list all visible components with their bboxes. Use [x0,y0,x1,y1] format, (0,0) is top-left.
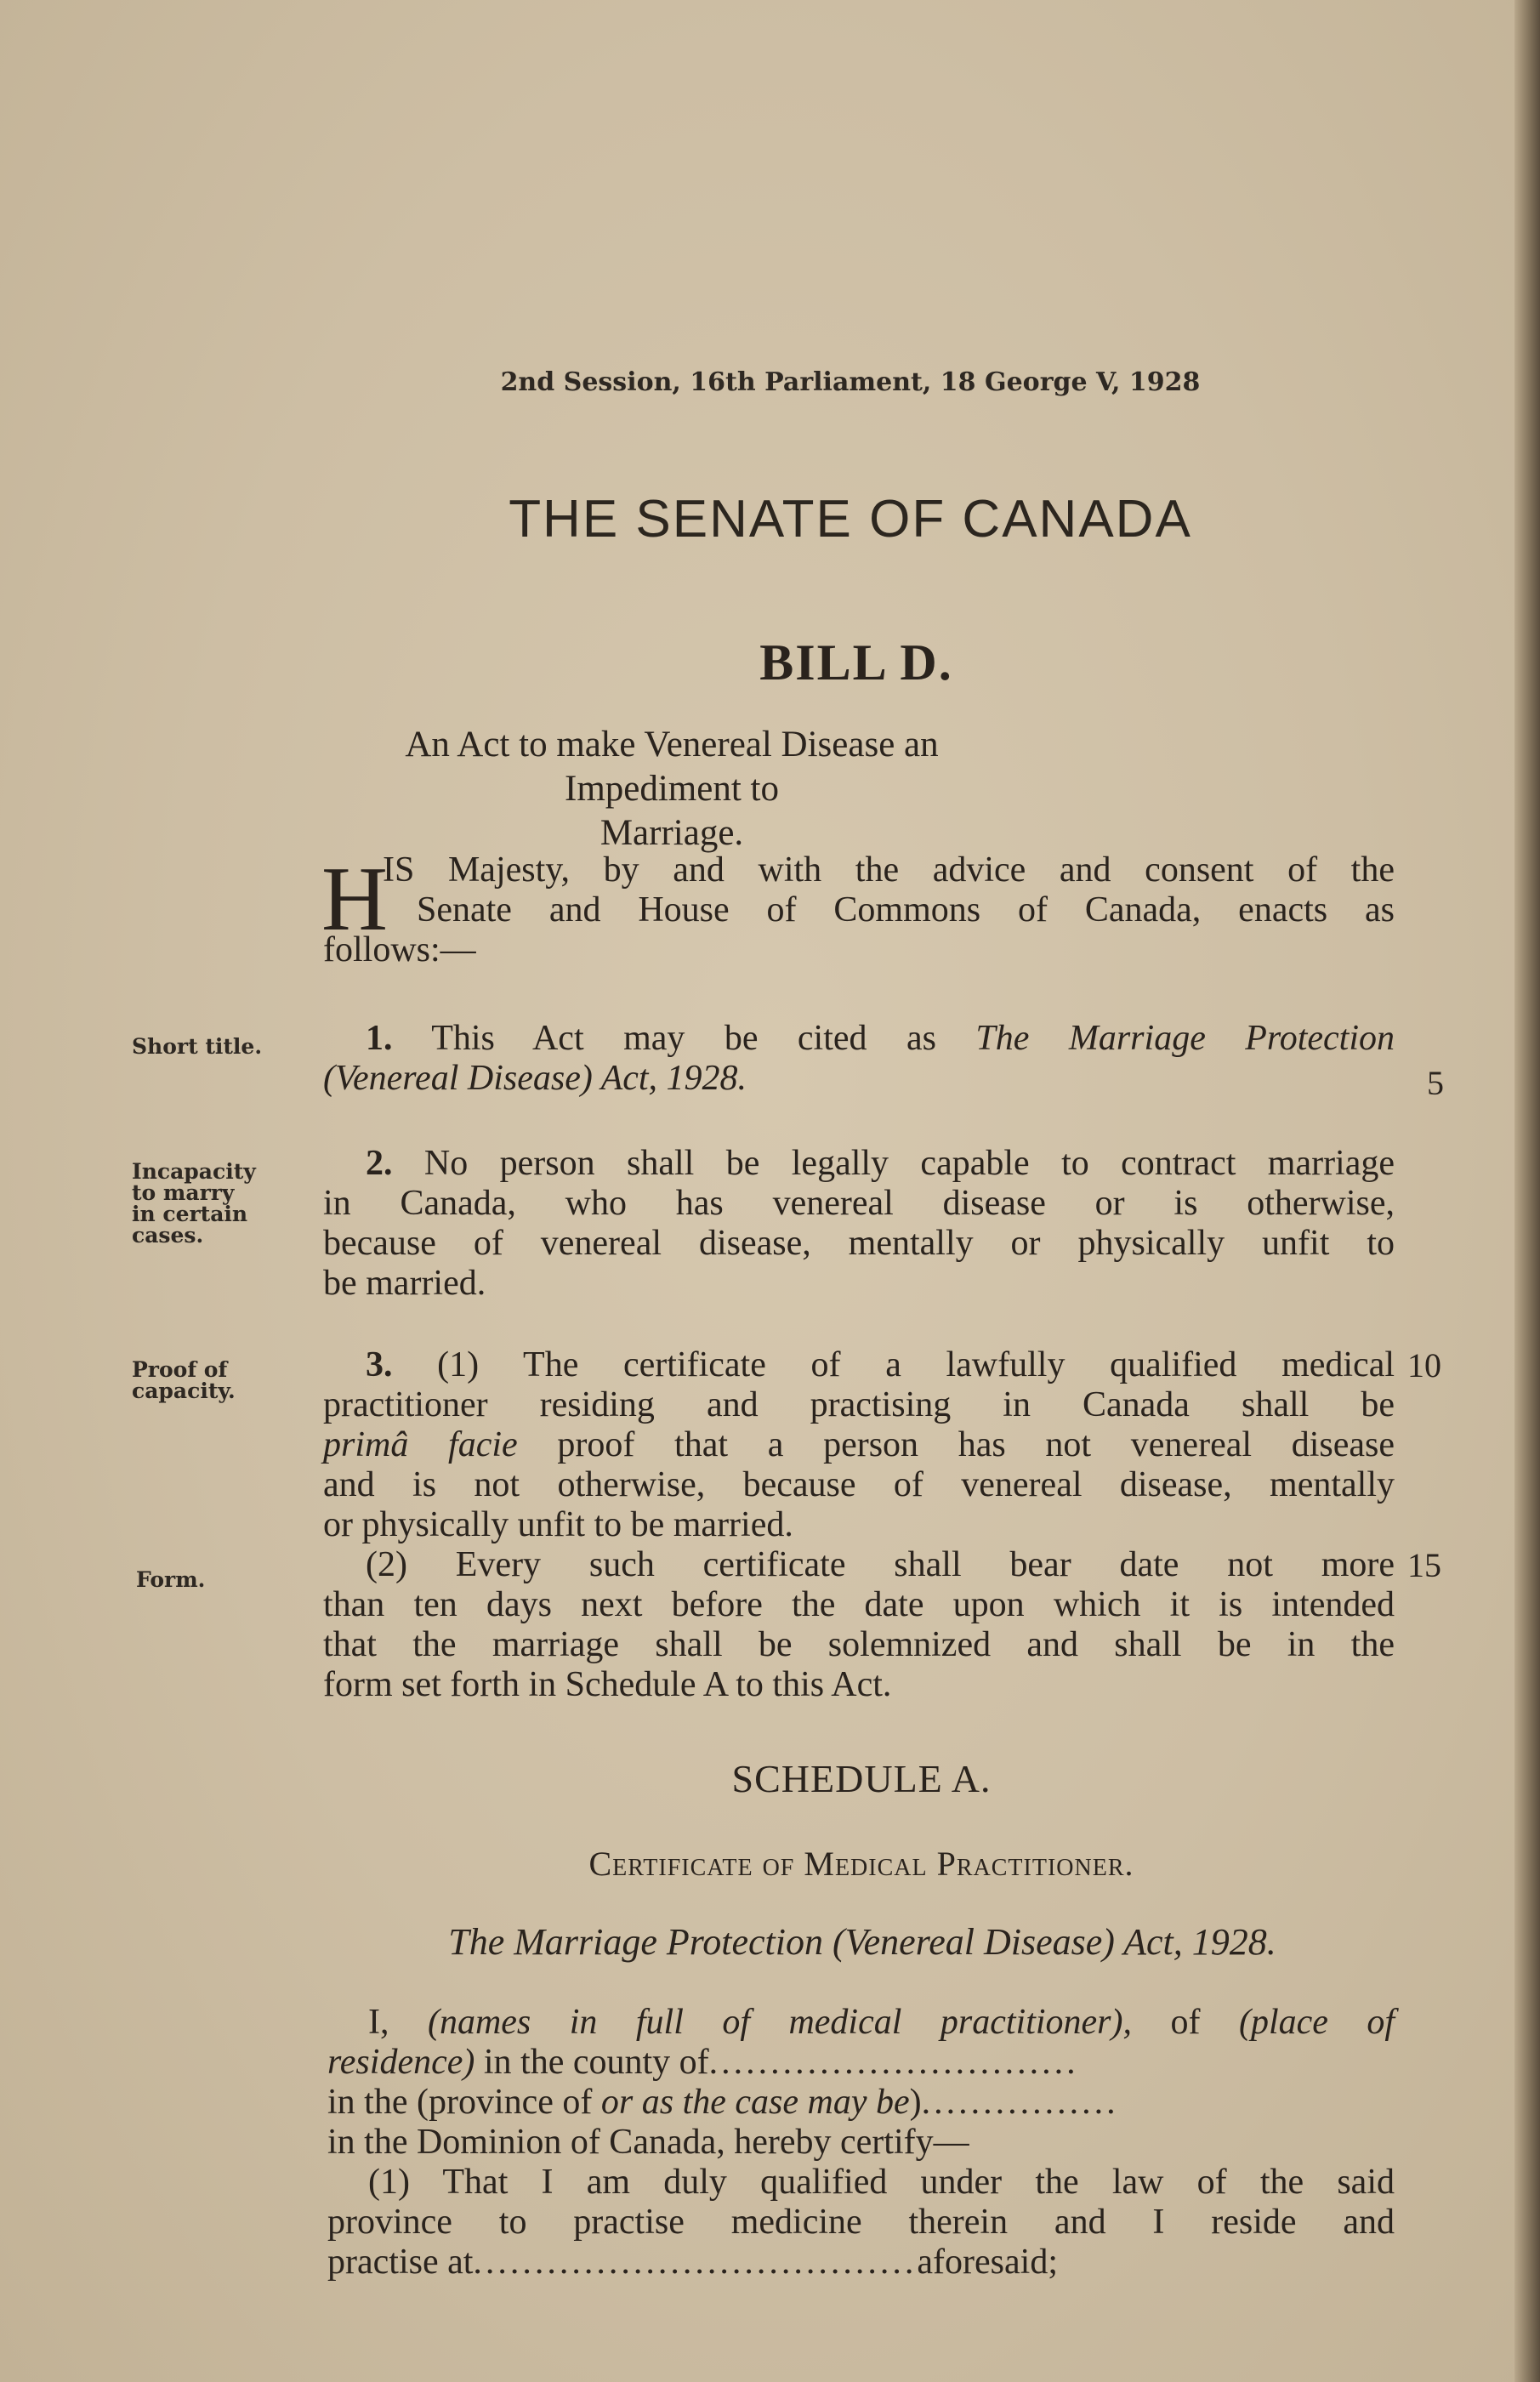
section-2-line-1 [323,1144,1395,1184]
page-edge-shadow [1514,0,1540,2382]
margin-note-proof [132,1359,302,1401]
cert-line-7 [327,2243,1395,2283]
section-1-number: 1. [366,1019,393,1058]
dropcap-letter: H [321,849,388,950]
margin-note-proof-2: capacity. [132,1379,236,1403]
preamble-line-1: IS Majesty, by and with the advice and consent of the [383,850,1395,890]
section-2-line-3: because of venereal disease, mentally or physically unfit to [323,1224,1395,1263]
schedule-heading: SCHEDULE A. [731,1757,992,1800]
section-2-number: 2. [366,1144,393,1183]
cert-line-1-b: (names in full of medical practitioner), [427,2003,1133,2042]
certificate-act-name: The Marriage Protection (Venereal Disease) Act, 1928. [448,1921,1276,1963]
section-3-line-3-text: proof that a person has not venereal disease [557,1425,1395,1464]
section-3-p2-line-2: than ten days next before the date upon which it is intended [323,1585,1395,1624]
section-1 [323,1019,1395,1099]
cert-line-2-dots: .............................. [708,2043,1079,2082]
section-2-line-1-text: No person shall be legally capable to contract marriage [423,1144,1395,1183]
section-3-line-5: or physically unfit to be married. [323,1505,793,1544]
margin-note-proof-1: Proof of [132,1357,228,1382]
section-3-number: 3. [366,1345,393,1384]
section-1-line-2: (Venereal Disease) Act, 1928. [323,1059,747,1098]
section-3-p2-line-3: that the marriage shall be solemnized and shall be in the [323,1625,1395,1664]
cert-line-7-dots: .................................... [473,2243,918,2282]
section-3-line-4: and is not otherwise, because of venereal disease, mentally [323,1465,1395,1504]
line-number-10: 10 [1407,1346,1441,1384]
act-title-line-1: An Act to make Venereal Disease an Impediment to [405,725,939,809]
margin-note-incapacity-4: cases. [132,1223,204,1248]
margin-note-form: Form. [136,1567,206,1592]
margin-note-incapacity-3: in certain [132,1202,248,1226]
senate-heading: THE SENATE OF CANADA [509,490,1192,549]
section-3-line-1 [323,1345,1395,1385]
section-3-line-3 [323,1425,1395,1465]
cert-line-3-dots: ................ [921,2083,1119,2122]
cert-line-3-a: in the (province of [327,2083,593,2122]
section-3 [323,1345,1395,1705]
section-3-p2-line-1: (2) Every such certificate shall bear date not more [366,1545,1395,1584]
line-number-5: 5 [1427,1064,1444,1102]
bill-title: BILL D. [759,634,953,691]
cert-line-6: province to practise medicine therein and I reside and [327,2203,1395,2242]
preamble-line-2: Senate and House of Commons of Canada, enacts as [417,890,1395,929]
margin-note-incapacity-2: to marry [132,1180,235,1205]
section-2-line-4: be married. [323,1264,486,1303]
section-3-line-1-text: (1) The certificate of a lawfully qualified medical [437,1345,1395,1384]
certificate-heading: Certificate of Medical Practitioner. [588,1845,1134,1883]
cert-line-4: in the Dominion of Canada, hereby certify— [327,2123,969,2162]
act-title-line-2: Marriage. [600,813,744,853]
line-number-15: 15 [1407,1546,1441,1584]
cert-line-5: (1) That I am duly qualified under the law of the said [368,2163,1395,2202]
section-2-line-2: in Canada, who has venereal disease or is otherwise, [323,1184,1395,1223]
cert-line-3-c: ) [909,2083,922,2122]
preamble [323,850,1395,970]
section-1-text: This Act may be cited as [431,1019,936,1058]
margin-note-incapacity-1: Incapacity [132,1159,256,1184]
cert-line-1-a: I, [368,2003,389,2042]
prima-facie: primâ facie [323,1425,518,1464]
cert-line-2-b: in the county of [483,2043,709,2082]
cert-line-3-b: or as the case may be [600,2083,910,2122]
section-3-line-2: practitioner residing and practising in Canada shall be [323,1385,1395,1424]
cert-line-3 [327,2083,1395,2123]
section-1-act-name: The Marriage Protection [975,1019,1395,1058]
session-line: 2nd Session, 16th Parliament, 18 George V, 1928 [500,367,1201,397]
section-3-p2-line-4: form set forth in Schedule A to this Act. [323,1665,892,1704]
certificate-form [327,2003,1395,2283]
cert-line-1-c: of [1170,2003,1201,2042]
cert-line-2-a: residence) [327,2043,475,2082]
margin-note-short-title: Short title. [132,1034,263,1059]
cert-line-7-a: practise at [327,2243,474,2282]
cert-line-1-d: (place of [1238,2003,1395,2042]
margin-note-incapacity [132,1161,302,1246]
preamble-line-3: follows:— [323,930,476,969]
cert-line-2 [327,2043,1395,2083]
cert-line-7-b: aforesaid; [917,2243,1058,2282]
cert-line-1 [327,2003,1395,2043]
section-2 [323,1144,1395,1304]
section-1-line-1 [323,1019,1395,1059]
act-title [366,723,978,856]
